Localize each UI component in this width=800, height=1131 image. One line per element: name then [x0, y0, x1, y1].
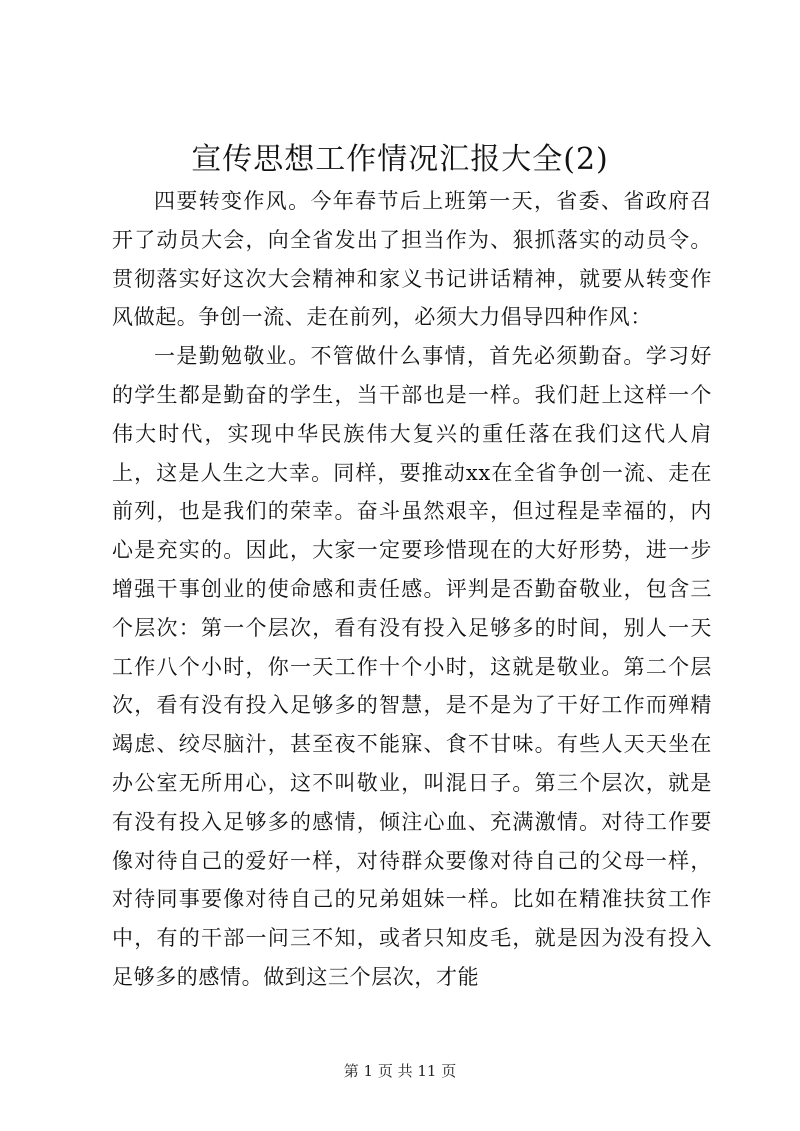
document-title: 宣传思想工作情况汇报大全(2): [191, 142, 609, 177]
document-body: [112, 182, 712, 997]
page-number-footer: 第 1 页 共 11 页: [343, 1062, 457, 1080]
paragraph-transform-work-style: 四要转变作风。今年春节后上班第一天，省委、省政府召开了动员大会，向全省发出了担当作为、狠抓落实的动员令。贯彻落实好这次大会精神和家义书记讲话精神，就要从转变作风做起。争创一流、走在前列，必须大力倡导四种作风：: [112, 189, 712, 330]
paragraph-diligence: 一是勤勉敬业。不管做什么事情，首先必须勤奋。学习好的学生都是勤奋的学生，当干部也是一样。我们赶上这样一个伟大时代，实现中华民族伟大复兴的重任落在我们这代人肩上，这是人生之大幸。同样，要推动xx在全省争创一流、走在前列，也是我们的荣幸。奋斗虽然艰辛，但过程是幸福的，内心是充实的。因此，大家一定要珍惜现在的大好形势，进一步增强干事创业的使命感和责任感。评判是否勤奋敬业，包含三个层次：第一个层次，看有没有投入足够多的时间，别人一天工作八个小时，你一天工作十个小时，这就是敬业。第二个层次，看有没有投入足够多的智慧，是不是为了干好工作而殚精竭虑、绞尽脑汁，甚至夜不能寐、食不甘味。有些人天天坐在办公室无所用心，这不叫敬业，叫混日子。第三个层次，就是有没有投入足够多的感情，倾注心血、充满激情。对待工作要像对待自己的爱好一样，对待群众要像对待自己的父母一样，对待同事要像对待自己的兄弟姐妹一样。比如在精准扶贫工作中，有的干部一问三不知，或者只知皮毛，就是因为没有投入足够多的感情。做到这三个层次，才能: [112, 344, 712, 989]
